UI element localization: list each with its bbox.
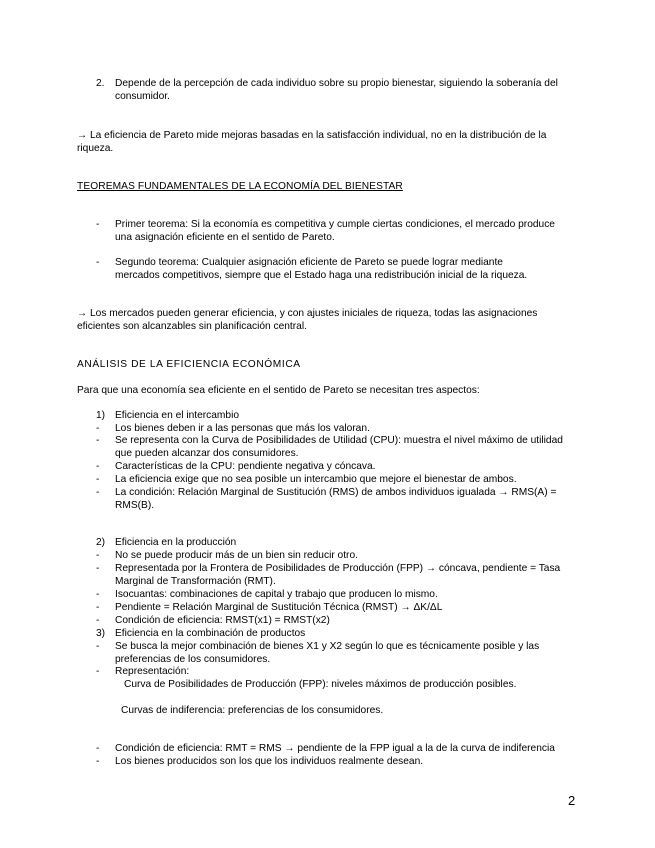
combination-title: Eficiencia en la combinación de productos	[115, 628, 306, 639]
production-item: Isocuantas: combinaciones de capital y trabajo que producen lo mismo.	[115, 589, 438, 600]
page-number: 2	[568, 793, 576, 808]
bullet-dash: -	[96, 550, 100, 561]
section-heading-analysis: ANÁLISIS DE LA EFICIENCIA ECONÓMICA	[77, 359, 301, 370]
bullet-dash: -	[96, 666, 100, 677]
combination-sub-indifference: Curvas de indiferencia: preferencias de los consumidores.	[121, 705, 384, 716]
bullet-dash: -	[96, 589, 100, 600]
production-title: Eficiencia en la producción	[115, 537, 237, 548]
list-item-text: Depende de la percepción de cada individuo sobre su propio bienestar, siguiendo la soberanía del consumidor.	[115, 78, 558, 102]
combination-sub-fpp: Curva de Posibilidades de Producción (FPP): niveles máximos de producción posibles.	[124, 679, 517, 690]
exchange-item: Características de la CPU: pendiente negativa y cóncava.	[115, 461, 376, 472]
production-item: Pendiente = Relación Marginal de Sustitución Técnica (RMST) → ΔK/ΔL	[115, 602, 443, 613]
exchange-item: Se representa con la Curva de Posibilidades de Utilidad (CPU): muestra el nivel máximo de utilidad que pueden alcanzar dos consumidores.	[115, 435, 563, 459]
exchange-title: Eficiencia en el intercambio	[115, 410, 240, 421]
exchange-item: La condición: Relación Marginal de Sustitución (RMS) de ambos individuos igualada → RMS(A) = RMS(B).	[115, 487, 557, 511]
bullet-dash: -	[96, 563, 100, 574]
bullet-dash: -	[96, 743, 100, 754]
bullet-dash: -	[96, 423, 100, 434]
bullet-dash: -	[96, 219, 100, 230]
bullet-dash: -	[96, 474, 100, 485]
theorems-note: → Los mercados pueden generar eficiencia, y con ajustes iniciales de riqueza, todas las asignaciones eficientes son alcanzables sin planificación central.	[77, 308, 538, 332]
bullet-dash: -	[96, 435, 100, 446]
section-heading-theorems: TEOREMAS FUNDAMENTALES DE LA ECONOMÍA DEL BIENESTAR	[77, 181, 403, 192]
production-item: Representada por la Frontera de Posibilidades de Producción (FPP) → cóncava, pendiente = Tasa Marginal de Transformación (RMT).	[115, 563, 561, 587]
exchange-item: La eficiencia exige que no sea posible un intercambio que mejore el bienestar de ambos.	[115, 474, 517, 485]
list-number: 2)	[96, 537, 106, 548]
bullet-dash: -	[96, 641, 100, 652]
combination-item: Se busca la mejor combinación de bienes X1 y X2 según lo que es técnicamente posible y las preferencias de los consumidores.	[115, 641, 540, 665]
list-number: 1)	[96, 410, 106, 421]
list-number: 3)	[96, 628, 106, 639]
combination-final-item: Condición de eficiencia: RMT = RMS → pendiente de la FPP igual a la de la curva de indiferencia	[115, 743, 555, 754]
bullet-dash: -	[96, 602, 100, 613]
combination-item: Representación:	[115, 666, 190, 677]
analysis-intro: Para que una economía sea eficiente en el sentido de Pareto se necesitan tres aspectos:	[77, 385, 480, 396]
bullet-dash: -	[96, 615, 100, 626]
exchange-item: Los bienes deben ir a las personas que más los valoran.	[115, 423, 370, 434]
pareto-note: → La eficiencia de Pareto mide mejoras basadas en la satisfacción individual, no en la distribución de la riqueza.	[77, 130, 547, 154]
bullet-dash: -	[96, 461, 100, 472]
list-number: 2.	[96, 78, 105, 89]
theorem-second: Segundo teorema: Cualquier asignación eficiente de Pareto se puede lograr mediante mercados competitivos, siempre que el Estado haga una redistribución inicial de la riqueza.	[115, 257, 528, 281]
bullet-dash: -	[96, 257, 100, 268]
combination-final-item: Los bienes producidos son los que los individuos realmente desean.	[115, 756, 424, 767]
bullet-dash: -	[96, 756, 100, 767]
theorem-first: Primer teorema: Si la economía es competitiva y cumple ciertas condiciones, el mercado produce una asignación eficiente en el sentido de Pareto.	[115, 219, 555, 243]
production-item: Condición de eficiencia: RMST(x1) = RMST(x2)	[115, 615, 330, 626]
bullet-dash: -	[96, 487, 100, 498]
production-item: No se puede producir más de un bien sin reducir otro.	[115, 550, 358, 561]
